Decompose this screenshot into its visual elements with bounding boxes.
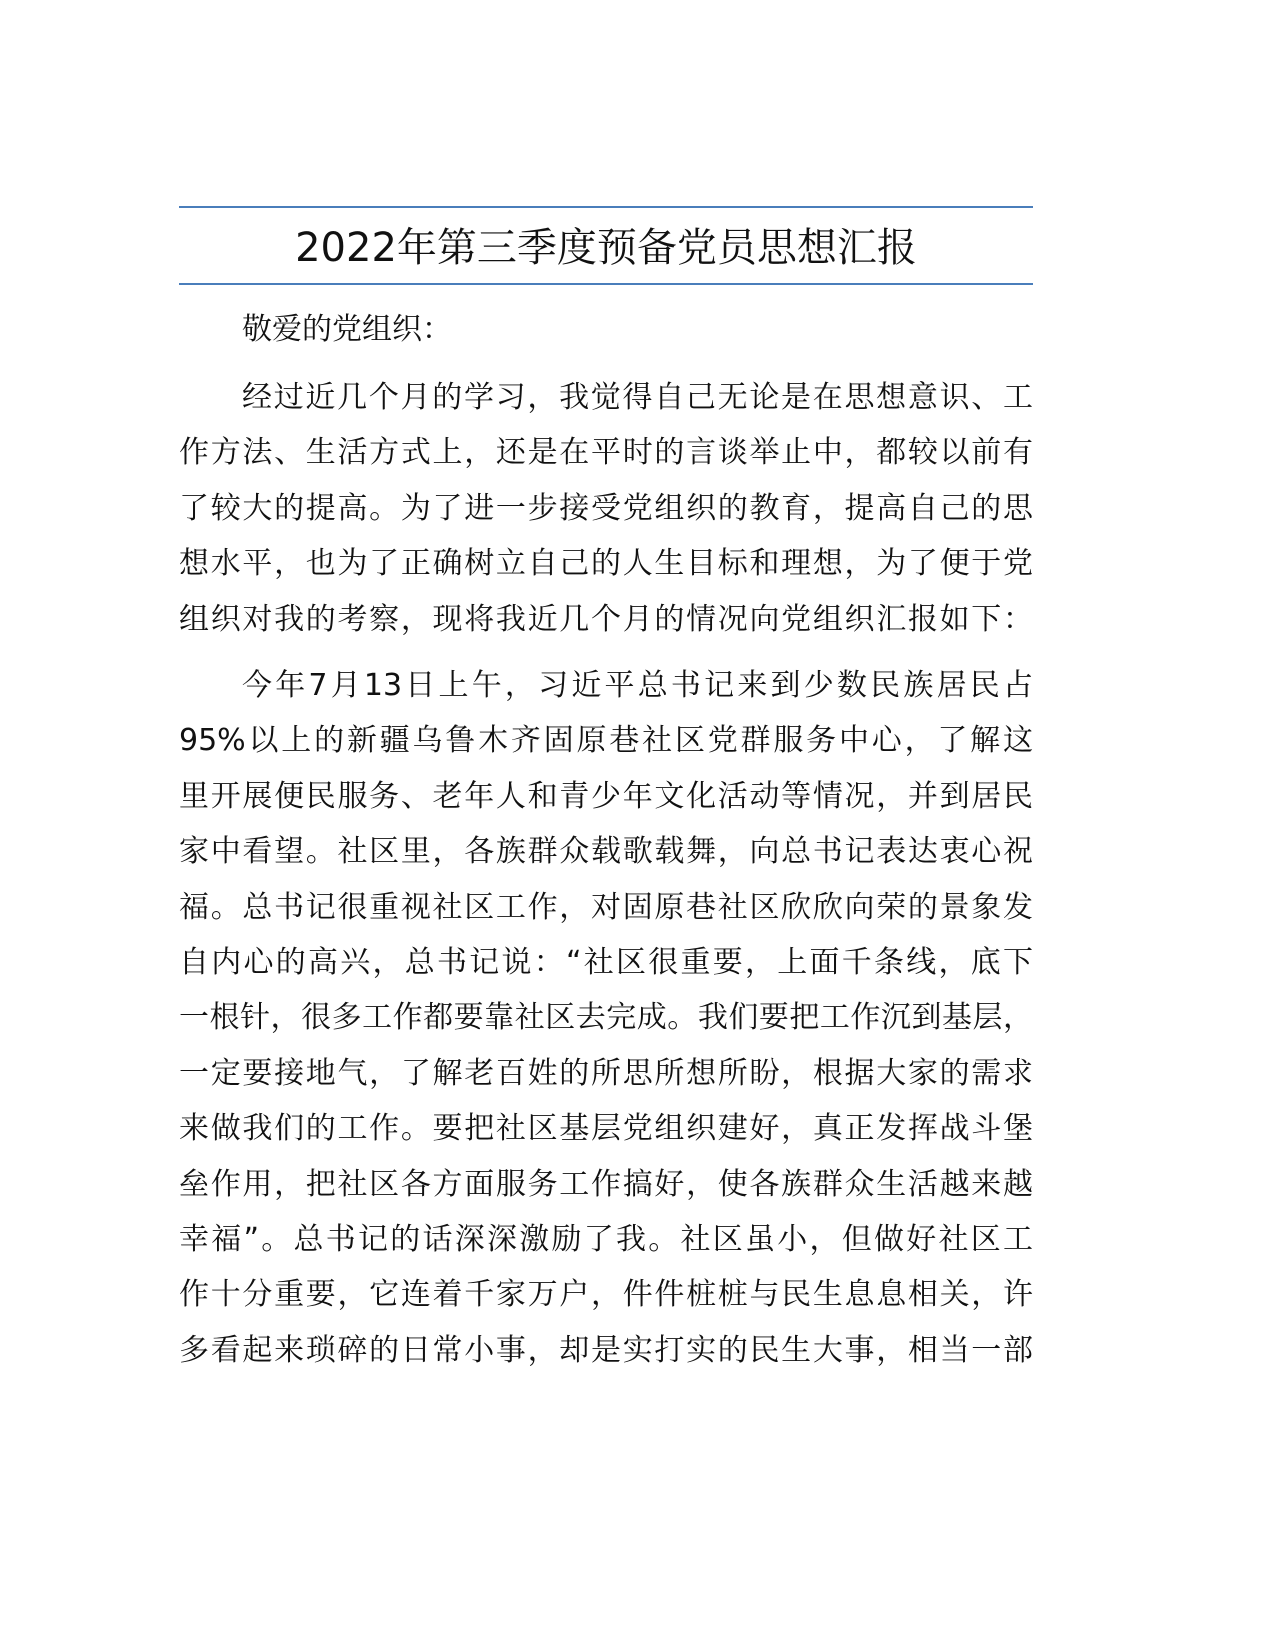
title-top-rule (179, 206, 1033, 208)
paragraph-line: 了较大的提高。为了进一步接受党组织的教育，提高自己的思 (179, 490, 1033, 526)
paragraph-line: 经过近几个月的学习，我觉得自己无论是在思想意识、工 (242, 380, 1033, 415)
paragraph-line: 作十分重要，它连着千家万户，件件桩桩与民生息息相关，许 (179, 1277, 1033, 1313)
paragraph-line: 想水平，也为了正确树立自己的人生目标和理想，为了便于党 (179, 546, 1033, 582)
paragraph-line: 垒作用，把社区各方面服务工作搞好，使各族群众生活越来越 (179, 1166, 1033, 1202)
paragraph-line: 福。总书记很重视社区工作，对固原巷社区欣欣向荣的景象发 (179, 889, 1033, 925)
title-bottom-rule (179, 283, 1033, 285)
paragraph-line: 多看起来琐碎的日常小事，却是实打实的民生大事，相当一部 (179, 1332, 1033, 1368)
paragraph-line: 95%以上的新疆乌鲁木齐固原巷社区党群服务中心，了解这 (179, 723, 1033, 759)
paragraph-line: 今年7月13日上午，习近平总书记来到少数民族居民占 (242, 668, 1033, 703)
paragraph-line: 一定要接地气，了解老百姓的所思所想所盼，根据大家的需求 (179, 1055, 1033, 1091)
paragraph-line: 作方法、生活方式上，还是在平时的言谈举止中，都较以前有 (179, 435, 1033, 471)
paragraph-line: 家中看望。社区里，各族群众载歌载舞，向总书记表达衷心祝 (179, 834, 1033, 870)
document-title: 2022年第三季度预备党员思想汇报 (295, 225, 917, 271)
salutation: 敬爱的党组织： (242, 312, 452, 347)
paragraph-line: 里开展便民服务、老年人和青少年文化活动等情况，并到居民 (179, 778, 1033, 814)
paragraph-line: 幸福”。总书记的话深深激励了我。社区虽小，但做好社区工 (179, 1222, 1033, 1257)
paragraph-line: 一根针，很多工作都要靠社区去完成。我们要把工作沉到基层， (179, 1000, 1033, 1036)
paragraph-line: 组织对我的考察，现将我近几个月的情况向党组织汇报如下： (179, 601, 1033, 637)
paragraph-line: 来做我们的工作。要把社区基层党组织建好，真正发挥战斗堡 (179, 1111, 1033, 1147)
paragraph-line: 自内心的高兴，总书记说：“社区很重要，上面千条线，底下 (179, 945, 1033, 980)
